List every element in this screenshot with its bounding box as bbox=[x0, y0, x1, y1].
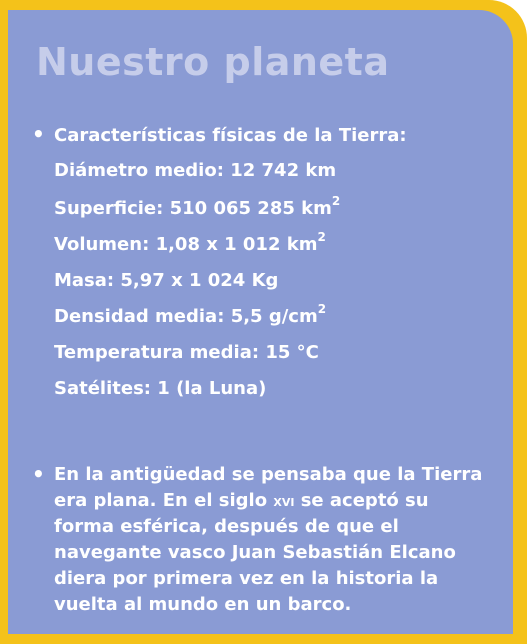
fact-value: 1 (la Luna) bbox=[157, 378, 267, 399]
history-line: vuelta al mundo en un barco. bbox=[54, 594, 352, 615]
fact-surface bbox=[54, 194, 341, 219]
history-line: forma esférica, después de que el bbox=[54, 516, 399, 537]
century-numeral: xvi bbox=[273, 492, 295, 510]
fact-value: 510 065 285 km bbox=[169, 198, 332, 219]
history-line bbox=[54, 488, 482, 514]
history-text: se aceptó su bbox=[294, 490, 429, 511]
fact-value: 1,08 x 1 012 km bbox=[155, 234, 318, 255]
fact-label: Temperatura media: bbox=[54, 342, 260, 363]
fact-satellites bbox=[54, 378, 266, 399]
fact-label: Superficie: bbox=[54, 198, 164, 219]
fact-value: 5,97 x 1 024 Kg bbox=[120, 270, 279, 291]
fact-temperature bbox=[54, 342, 319, 363]
history-line: En la antigüedad se pensaba que la Tierra bbox=[54, 464, 483, 485]
fact-label: Satélites: bbox=[54, 378, 151, 399]
page-title: Nuestro planeta bbox=[36, 40, 390, 84]
history-paragraph bbox=[32, 462, 502, 618]
fact-value: 12 742 km bbox=[230, 160, 337, 181]
features-heading-row bbox=[32, 122, 407, 146]
fact-label: Volumen: bbox=[54, 234, 150, 255]
bullet-icon: • bbox=[32, 462, 45, 486]
bullet-icon: • bbox=[32, 122, 45, 146]
history-line: navegante vasco Juan Sebastián Elcano bbox=[54, 542, 456, 563]
fact-density bbox=[54, 302, 327, 327]
features-heading: Características físicas de la Tierra: bbox=[54, 125, 407, 146]
history-text: era plana. En el siglo bbox=[54, 490, 274, 511]
fact-label: Diámetro medio: bbox=[54, 160, 224, 181]
fact-value: 15 °C bbox=[265, 342, 319, 363]
info-card bbox=[8, 10, 513, 634]
fact-value: 5,5 g/cm bbox=[230, 306, 318, 327]
fact-mass bbox=[54, 270, 278, 291]
fact-label: Masa: bbox=[54, 270, 115, 291]
fact-diameter bbox=[54, 160, 336, 181]
fact-superscript: 2 bbox=[317, 302, 327, 316]
history-line: diera por primera vez en la historia la bbox=[54, 568, 439, 589]
fact-volume bbox=[54, 230, 326, 255]
fact-superscript: 2 bbox=[317, 230, 326, 244]
fact-label: Densidad media: bbox=[54, 306, 225, 327]
fact-superscript: 2 bbox=[331, 194, 341, 208]
